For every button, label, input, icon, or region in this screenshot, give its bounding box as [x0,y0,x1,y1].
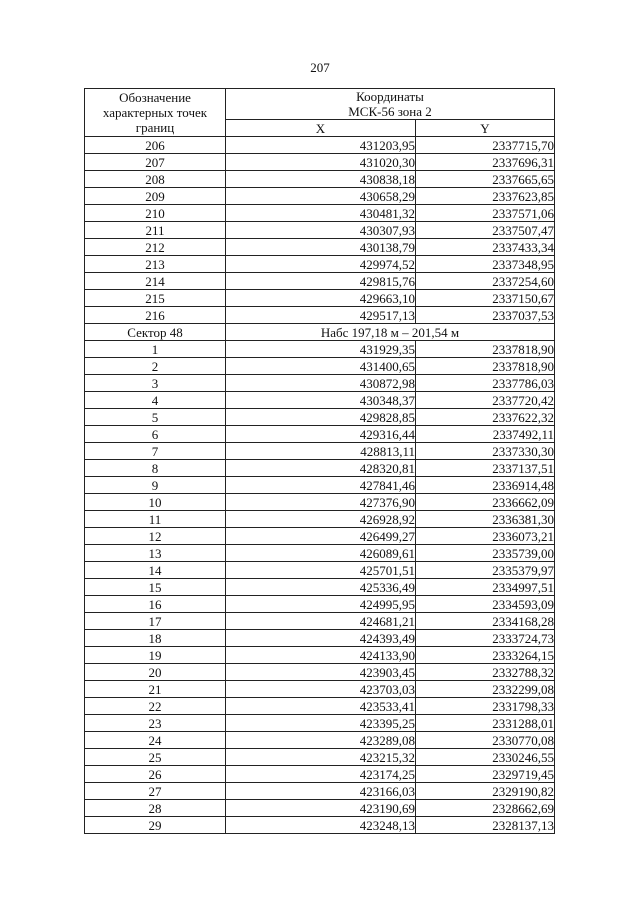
table-row [85,800,555,817]
y-cell: 2337150,67 [416,290,555,307]
y-cell: 2328662,69 [416,800,555,817]
table-row [85,732,555,749]
x-cell: 423248,13 [226,817,416,834]
y-cell: 2334997,51 [416,579,555,596]
table-row [85,409,555,426]
x-cell: 429974,52 [226,256,416,273]
table-row [85,171,555,188]
x-cell: 428320,81 [226,460,416,477]
y-cell: 2333724,73 [416,630,555,647]
point-cell: 4 [85,392,226,409]
point-cell: 3 [85,375,226,392]
point-cell: 28 [85,800,226,817]
point-cell: 22 [85,698,226,715]
y-cell: 2337786,03 [416,375,555,392]
coordinates-table [84,88,555,834]
y-cell: 2337037,53 [416,307,555,324]
table-row [85,460,555,477]
coords-header-line-2: МСК-56 зона 2 [348,104,432,119]
x-cell: 429517,13 [226,307,416,324]
point-cell: 26 [85,766,226,783]
point-cell: 17 [85,613,226,630]
point-cell: 20 [85,664,226,681]
sector-row [85,324,555,341]
x-cell: 424995,95 [226,596,416,613]
y-cell: 2328137,13 [416,817,555,834]
y-cell: 2337623,85 [416,188,555,205]
point-cell: 208 [85,171,226,188]
table-row [85,817,555,834]
point-cell: 18 [85,630,226,647]
table-row [85,647,555,664]
y-cell: 2329719,45 [416,766,555,783]
y-cell: 2334593,09 [416,596,555,613]
table-row [85,426,555,443]
x-cell: 423703,03 [226,681,416,698]
y-cell: 2337254,60 [416,273,555,290]
x-cell: 423289,08 [226,732,416,749]
point-cell: 213 [85,256,226,273]
table-row [85,630,555,647]
table-header [85,89,555,137]
x-cell: 427376,90 [226,494,416,511]
y-cell: 2337665,65 [416,171,555,188]
y-cell: 2330246,55 [416,749,555,766]
table-body-bottom [85,341,555,834]
y-cell: 2337507,47 [416,222,555,239]
table-row [85,511,555,528]
y-cell: 2337137,51 [416,460,555,477]
y-cell: 2332788,32 [416,664,555,681]
x-cell: 423166,03 [226,783,416,800]
table-row [85,494,555,511]
point-header-line-1: Обозначение [119,90,191,105]
table-row [85,477,555,494]
point-cell: 29 [85,817,226,834]
table-row [85,273,555,290]
y-cell: 2331798,33 [416,698,555,715]
x-cell: 424393,49 [226,630,416,647]
point-cell: 12 [85,528,226,545]
table-row [85,681,555,698]
y-cell: 2337330,30 [416,443,555,460]
x-cell: 424681,21 [226,613,416,630]
sector-label: Сектор 48 [85,324,226,341]
y-cell: 2337348,95 [416,256,555,273]
x-cell: 430872,98 [226,375,416,392]
x-cell: 429815,76 [226,273,416,290]
table-row [85,341,555,358]
x-cell: 426089,61 [226,545,416,562]
point-cell: 207 [85,154,226,171]
y-cell: 2337571,06 [416,205,555,222]
point-cell: 212 [85,239,226,256]
point-cell: 216 [85,307,226,324]
point-cell: 25 [85,749,226,766]
point-header-line-3: границ [135,120,175,135]
point-cell: 23 [85,715,226,732]
y-cell: 2337818,90 [416,341,555,358]
point-cell: 11 [85,511,226,528]
point-header-line-2: характерных точек [102,105,208,120]
point-cell: 24 [85,732,226,749]
point-cell: 214 [85,273,226,290]
table-row [85,783,555,800]
y-cell: 2337433,34 [416,239,555,256]
y-cell: 2336914,48 [416,477,555,494]
y-cell: 2337696,31 [416,154,555,171]
y-cell: 2337715,70 [416,137,555,154]
x-cell: 424133,90 [226,647,416,664]
table-row [85,375,555,392]
page-number: 207 [310,60,330,75]
x-cell: 423215,32 [226,749,416,766]
y-cell: 2336662,09 [416,494,555,511]
point-cell: 209 [85,188,226,205]
x-cell: 423190,69 [226,800,416,817]
x-cell: 430838,18 [226,171,416,188]
y-column-header: Y [416,120,555,137]
y-cell: 2336073,21 [416,528,555,545]
table-row [85,596,555,613]
y-cell: 2332299,08 [416,681,555,698]
sector-elevation-range: Набс 197,18 м – 201,54 м [226,324,555,341]
point-cell: 10 [85,494,226,511]
table-row [85,256,555,273]
point-designation-header [85,89,226,137]
y-cell: 2337622,32 [416,409,555,426]
x-cell: 430658,29 [226,188,416,205]
sector-section [85,324,555,341]
table-row [85,222,555,239]
point-cell: 7 [85,443,226,460]
table-row [85,358,555,375]
x-cell: 428813,11 [226,443,416,460]
table-row [85,443,555,460]
y-cell: 2335379,97 [416,562,555,579]
x-cell: 430307,93 [226,222,416,239]
table-row [85,766,555,783]
x-cell: 427841,46 [226,477,416,494]
table-row [85,137,555,154]
y-cell: 2335739,00 [416,545,555,562]
x-cell: 431929,35 [226,341,416,358]
point-cell: 19 [85,647,226,664]
point-cell: 6 [85,426,226,443]
x-cell: 423395,25 [226,715,416,732]
y-cell: 2333264,15 [416,647,555,664]
table-row [85,528,555,545]
table-row [85,154,555,171]
point-cell: 5 [85,409,226,426]
x-cell: 431400,65 [226,358,416,375]
table-row [85,613,555,630]
x-cell: 423903,45 [226,664,416,681]
table-row [85,715,555,732]
y-cell: 2337492,11 [416,426,555,443]
point-cell: 206 [85,137,226,154]
point-cell: 9 [85,477,226,494]
point-cell: 1 [85,341,226,358]
y-cell: 2337818,90 [416,358,555,375]
x-cell: 426499,27 [226,528,416,545]
point-cell: 211 [85,222,226,239]
x-cell: 430138,79 [226,239,416,256]
x-cell: 425701,51 [226,562,416,579]
x-cell: 429828,85 [226,409,416,426]
table-row [85,307,555,324]
coords-header-line-1: Координаты [356,89,424,104]
table-body-top [85,137,555,324]
point-cell: 8 [85,460,226,477]
x-cell: 429316,44 [226,426,416,443]
x-cell: 429663,10 [226,290,416,307]
point-cell: 210 [85,205,226,222]
y-cell: 2337720,42 [416,392,555,409]
point-cell: 27 [85,783,226,800]
x-cell: 431203,95 [226,137,416,154]
table-row [85,188,555,205]
x-column-header: X [226,120,416,137]
x-cell: 425336,49 [226,579,416,596]
y-cell: 2329190,82 [416,783,555,800]
table-row [85,698,555,715]
y-cell: 2331288,01 [416,715,555,732]
x-cell: 430481,32 [226,205,416,222]
point-cell: 21 [85,681,226,698]
point-cell: 16 [85,596,226,613]
point-cell: 13 [85,545,226,562]
table-row [85,664,555,681]
table-row [85,749,555,766]
table-row [85,562,555,579]
x-cell: 431020,30 [226,154,416,171]
y-cell: 2330770,08 [416,732,555,749]
header-row-top [85,89,555,120]
point-cell: 15 [85,579,226,596]
y-cell: 2334168,28 [416,613,555,630]
x-cell: 430348,37 [226,392,416,409]
point-cell: 215 [85,290,226,307]
y-cell: 2336381,30 [416,511,555,528]
table-row [85,290,555,307]
point-cell: 2 [85,358,226,375]
table-row [85,545,555,562]
table-row [85,239,555,256]
coordinates-header [226,89,555,120]
x-cell: 423533,41 [226,698,416,715]
table-row [85,579,555,596]
x-cell: 423174,25 [226,766,416,783]
x-cell: 426928,92 [226,511,416,528]
table-row [85,205,555,222]
table-row [85,392,555,409]
point-cell: 14 [85,562,226,579]
